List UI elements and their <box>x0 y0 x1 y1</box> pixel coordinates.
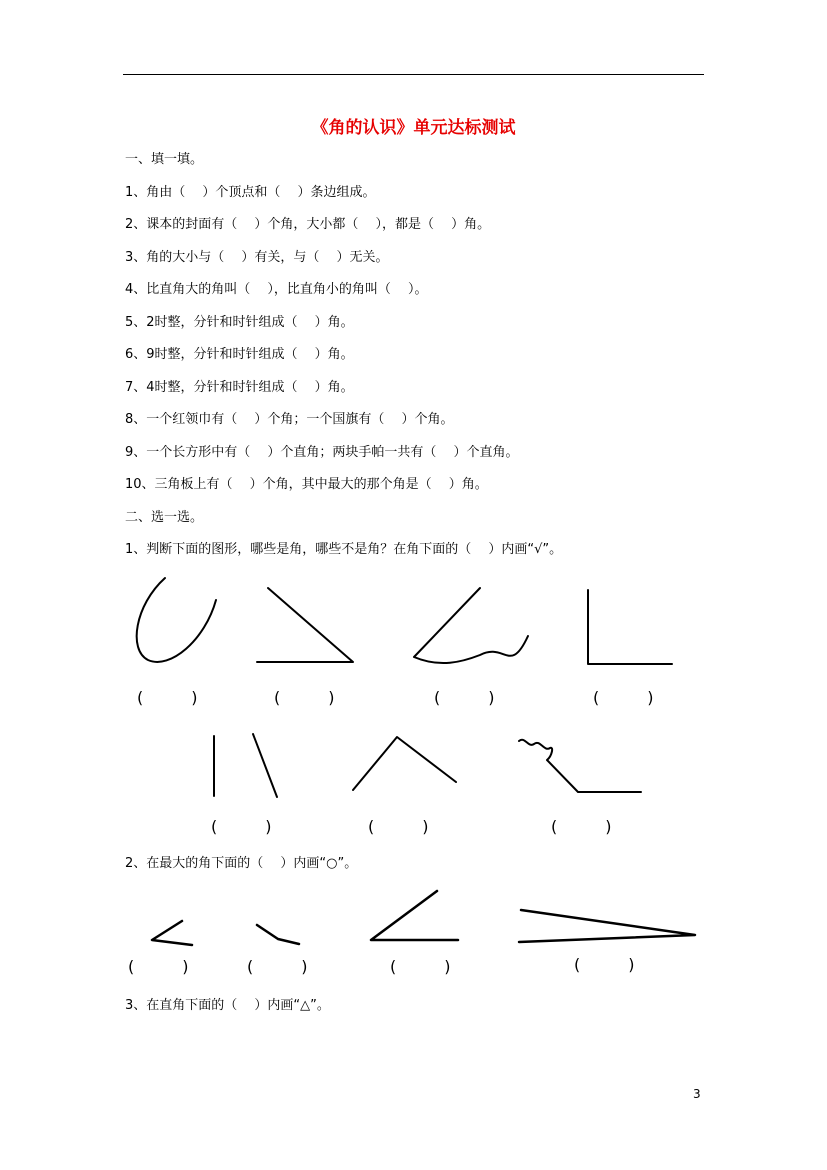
answer-paren-2-1-c[interactable]: ( ) <box>434 688 495 707</box>
answer-paren-2-1-e[interactable]: ( ) <box>211 817 272 836</box>
question-1-6: 6、9时整，分针和时针组成（ ）角。 <box>125 347 354 362</box>
question-1-9: 9、一个长方形中有（ ）个直角；两块手帕一共有（ ）个直角。 <box>125 445 519 460</box>
answer-paren-2-1-g[interactable]: ( ) <box>551 817 612 836</box>
answer-paren-2-2-a[interactable]: ( ) <box>128 957 189 976</box>
page-title: 《角的认识》单元达标测试 <box>311 118 516 138</box>
section1-heading: 一、填一填。 <box>125 152 204 167</box>
angle-medium <box>257 925 299 944</box>
question-1-7: 7、4时整，分针和时针组成（ ）角。 <box>125 380 354 395</box>
angle-large <box>371 891 458 940</box>
answer-paren-2-2-b[interactable]: ( ) <box>247 957 308 976</box>
question-2-3: 3、在直角下面的（ ）内画“△”。 <box>125 998 330 1013</box>
section2-heading: 二、选一选。 <box>125 510 204 525</box>
question-1-2: 2、课本的封面有（ ）个角，大小都（ ），都是（ ）角。 <box>125 217 491 232</box>
question-1-8: 8、一个红领巾有（ ）个角；一个国旗有（ ）个角。 <box>125 412 454 427</box>
question-1-10: 10、三角板上有（ ）个角，其中最大的那个角是（ ）角。 <box>125 477 488 492</box>
angle-small <box>152 921 192 945</box>
question-2-1: 1、判断下面的图形，哪些是角，哪些不是角？在角下面的（ ）内画“√”。 <box>125 542 563 557</box>
question-1-3: 3、角的大小与（ ）有关，与（ ）无关。 <box>125 250 389 265</box>
answer-paren-2-2-d[interactable]: ( ) <box>574 955 635 974</box>
question-2-2: 2、在最大的角下面的（ ）内画“○”。 <box>125 856 358 871</box>
answer-paren-2-1-f[interactable]: ( ) <box>368 817 429 836</box>
question-1-5: 5、2时整，分针和时针组成（ ）角。 <box>125 315 354 330</box>
angle-sharp <box>519 910 695 942</box>
question-1-4: 4、比直角大的角叫（ ），比直角小的角叫（ ）。 <box>125 282 428 297</box>
answer-paren-2-1-a[interactable]: ( ) <box>137 688 198 707</box>
answer-paren-2-2-c[interactable]: ( ) <box>390 957 451 976</box>
answer-paren-2-1-b[interactable]: ( ) <box>274 688 335 707</box>
page-number: 3 <box>693 1087 701 1101</box>
answer-paren-2-1-d[interactable]: ( ) <box>593 688 654 707</box>
question-1-1: 1、角由（ ）个顶点和（ ）条边组成。 <box>125 185 376 200</box>
